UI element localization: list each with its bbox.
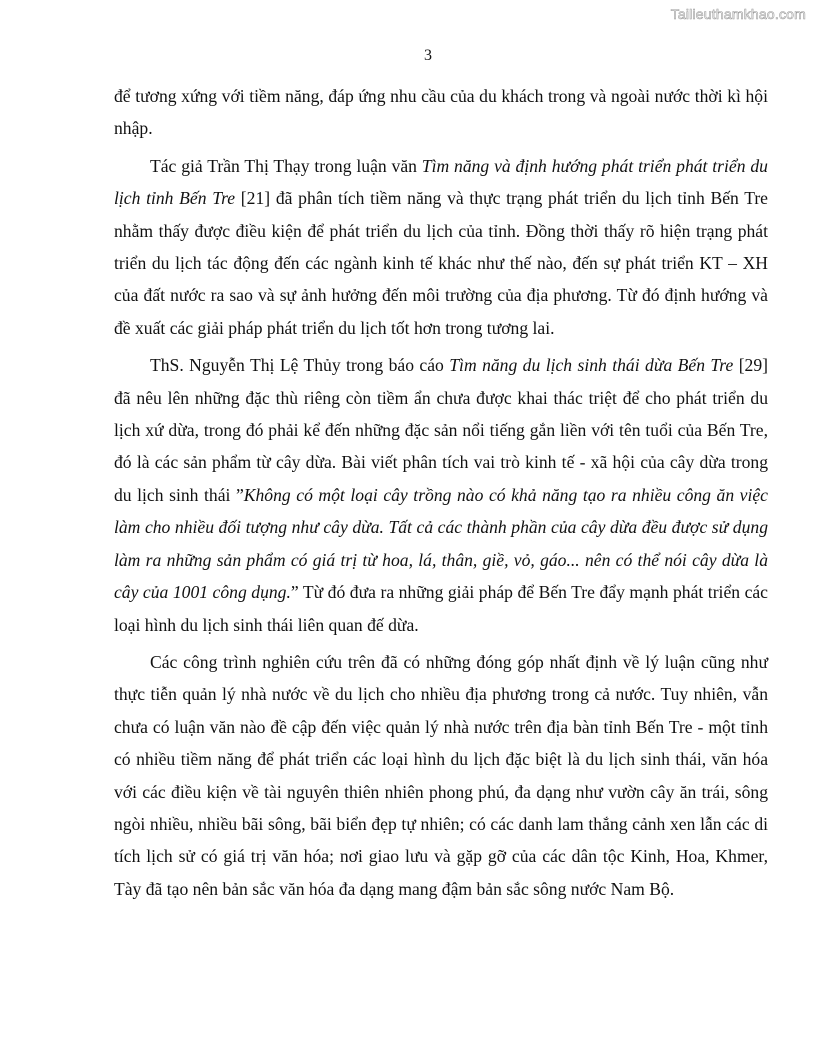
paragraph-3 xyxy=(114,349,768,641)
report-title: Tìm năng du lịch sinh thái dừa Bến Tre xyxy=(449,355,734,376)
paragraph-text: [29] đã nêu lên những đặc thù riêng còn tiềm ẩn chưa được khai thác triệt để cho phát triển du lịch xứ dừa, trong đó phải kể đến những đặc sản nổi tiếng gắn liền với tên tuổi của Bến Tre, đó là các sản phẩm từ cây dừa. Bài viết phân tích vai trò kinh tế - xã hội của cây dừa trong du lịch sinh thái ” xyxy=(114,355,769,505)
paragraph-text: Các công trình nghiên cứu trên đã có những đóng góp nhất định về lý luận cũng như thực tiễn quản lý nhà nước về du lịch cho nhiều địa phương trong cả nước. Tuy nhiên, vẫn chưa có luận văn nào đề cập đến việc quản lý nhà nước trên địa bàn tỉnh Bến Tre - một tỉnh có nhiều tiềm năng để phát triển các loại hình du lịch đặc biệt là du lịch sinh thái, văn hóa với các điều kiện về tài nguyên thiên nhiên phong phú, đa dạng như vườn cây ăn trái, sông ngòi nhiều, nhiều bãi sông, bãi biển đẹp tự nhiên; có các danh lam thắng cảnh xen lẫn các di tích lịch sử có giá trị văn hóa; nơi giao lưu và gặp gỡ của các dân tộc Kinh, Hoa, Khmer, Tày đã tạo nên bản sắc văn hóa đa dạng mang đậm bản sắc sông nước Nam Bộ. xyxy=(114,651,768,899)
paragraph-text: ThS. Nguyễn Thị Lệ Thủy trong báo cáo xyxy=(150,355,450,376)
paragraph-text: [21] đã phân tích tiềm năng và thực trạng phát triển du lịch tỉnh Bến Tre nhằm thấy được điều kiện để phát triển du lịch của tỉnh. Đồng thời thấy rõ hiện trạng phát triển du lịch tác động đến các ngành kinh tế khác như thế nào, đến sự phát triển KT – XH của đất nước ra sao và sự ảnh hưởng đến môi trường của địa phương. Từ đó định hướng và đề xuất các giải pháp phát triển du lịch tốt hơn trong tương lai. xyxy=(114,188,768,338)
thesis-title: Tìm năng và định hướng phát triển phát triển du lịch tỉnh Bến Tre xyxy=(114,155,768,209)
quotation: Không có một loại cây trồng nào có khả năng tạo ra nhiều công ăn việc làm cho nhiều đối tượng như cây dừa. Tất cả các thành phần của cây dừa đều được sử dụng làm ra những sản phẩm có giá trị từ hoa, lá, thân, giề, vỏ, gáo... nên có thể nói cây dừa là cây của 1001 công dụng. xyxy=(114,484,768,603)
paragraph-1 xyxy=(114,80,768,145)
paragraph-4 xyxy=(114,646,768,905)
page-number: 3 xyxy=(424,47,432,64)
paragraph-text: để tương xứng với tiềm năng, đáp ứng nhu cầu của du khách trong và ngoài nước thời kì hội nhập. xyxy=(114,86,768,139)
paragraph-text: ” Từ đó đưa ra những giải pháp để Bến Tre đẩy mạnh phát triển các loại hình du lịch sinh thái liên quan đế dừa. xyxy=(114,582,768,635)
watermark-text: Tailieuthamkhao.com xyxy=(670,6,806,22)
document-body xyxy=(114,80,768,905)
paragraph-text: Tác giả Trần Thị Thạy trong luận văn xyxy=(150,155,422,176)
paragraph-2 xyxy=(114,150,768,344)
